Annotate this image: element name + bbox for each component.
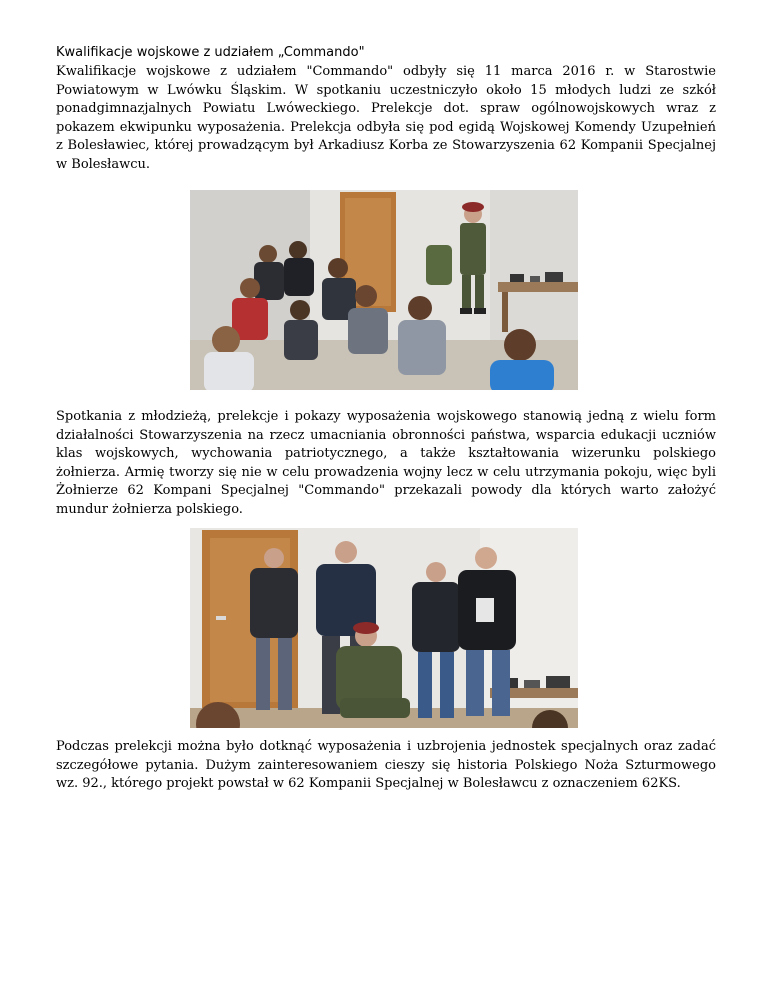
paragraph-knife-history: Podczas prelekcji można było dotknąć wyposażenia i uzbrojenia jednostek specjalnych oraz zadać szczegółowe pytania. Dużym zainteresowaniem cieszy się historia Polskiego Noża Szturmowego wz. 92., którego projekt powstał w 62 Kompanii Specjalnej w Bolesławcu z oznaczeniem 62KS.: [56, 739, 716, 791]
photo-lecture-illustration: [190, 190, 578, 390]
document-title: Kwalifikacje wojskowe z udziałem „Commando": [56, 45, 365, 60]
paragraph-activities: Spotkania z młodzieżą, prelekcje i pokazy wyposażenia wojskowego stanowią jedną z wielu form działalności Stowarzyszenia na rzecz umacniania obronności państwa, wsparcia edukacji uczniów klas wojskowych, wychowania patriotycznego, a także kształtowania wizerunku polskiego żołnierza. Armię tworzy się nie w celu prowadzenia wojny lecz w celu utrzymania pokoju, więc byli Żołnierze 62 Kompani Specjalnej "Commando" przekazali powody dla których warto założyć mundur żołnierza polskiego.: [56, 409, 716, 517]
photo-lecture: [190, 190, 578, 390]
photo-group-illustration: [190, 528, 578, 728]
photo-group: [190, 528, 578, 728]
paragraph-intro: Kwalifikacje wojskowe z udziałem "Commando" odbyły się 11 marca 2016 r. w Starostwie Powiatowym w Lwówku Śląskim. W spotkaniu uczestniczyło około 15 młodych ludzi ze szkół ponadgimnazjalnych Powiatu Lwóweckiego. Prelekcje dot. spraw ogólnowojskowych wraz z pokazem ekwipunku wyposażenia. Prelekcja odbyła się pod egidą Wojskowej Komendy Uzupełnień z Bolesławiec, której prowadzącym był Arkadiusz Korba ze Stowarzyszenia 62 Kompanii Specjalnej w Bolesławcu.: [56, 64, 716, 172]
